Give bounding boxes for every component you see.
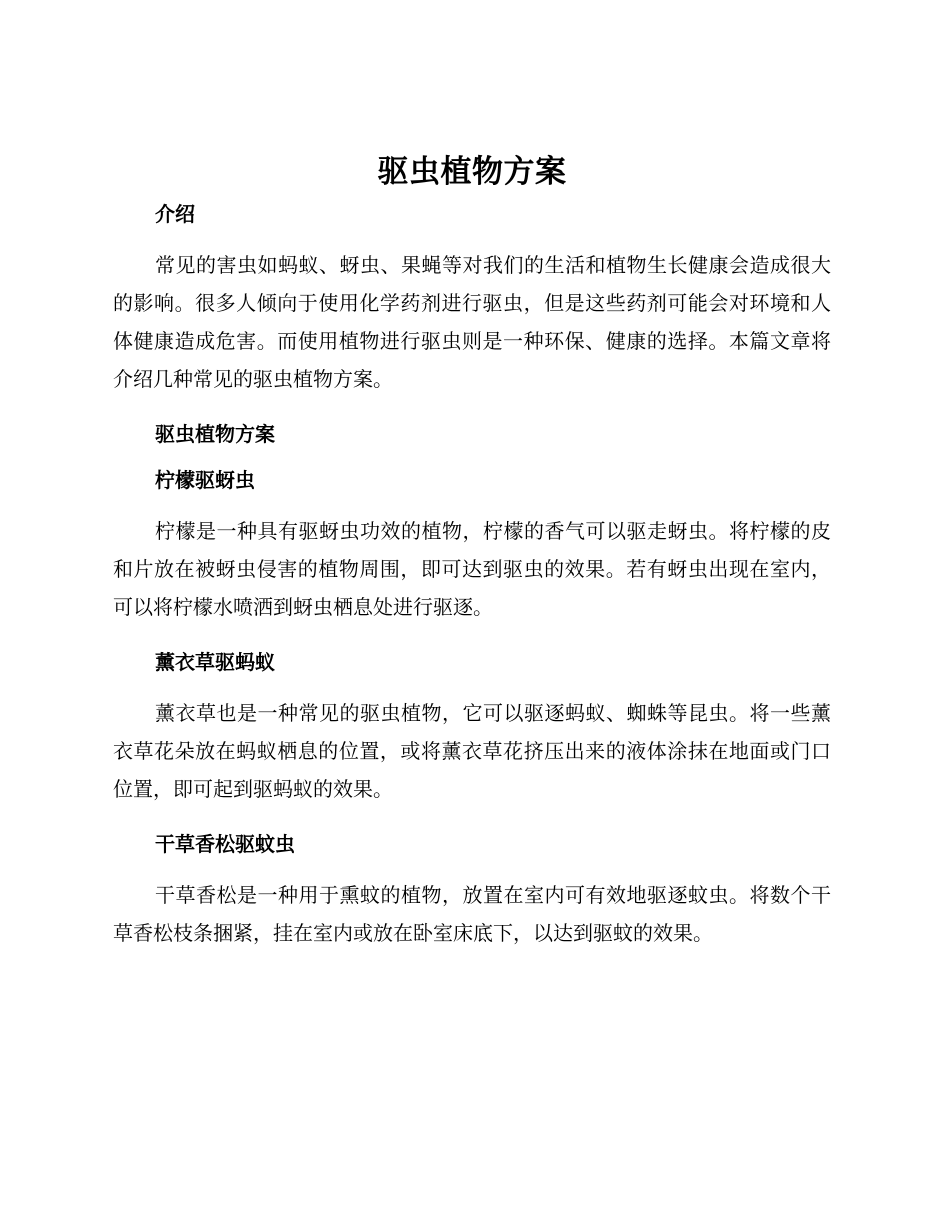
document-title: 驱虫植物方案 <box>377 154 567 190</box>
section-heading-plans: 驱虫植物方案 <box>155 422 275 446</box>
section-heading-intro: 介绍 <box>155 202 195 226</box>
section-paragraph-lemon: 柠檬是一种具有驱蚜虫功效的植物，柠檬的香气可以驱走蚜虫。将柠檬的皮和片放在被蚜虫侵害的植物周围，即可达到驱虫的效果。若有蚜虫出现在室内，可以将柠檬水喷洒到蚜虫栖息处进行驱逐。 <box>113 519 831 619</box>
section-heading-lemon: 柠檬驱蚜虫 <box>155 468 255 492</box>
section-heading-pine: 干草香松驱蚊虫 <box>155 832 295 856</box>
section-paragraph-pine: 干草香松是一种用于熏蚊的植物，放置在室内可有效地驱逐蚊虫。将数个干草香松枝条捆紧，挂在室内或放在卧室床底下，以达到驱蚊的效果。 <box>113 883 831 945</box>
document-page <box>113 150 831 952</box>
section-paragraph-intro: 常见的害虫如蚂蚁、蚜虫、果蝇等对我们的生活和植物生长健康会造成很大的影响。很多人倾向于使用化学药剂进行驱虫，但是这些药剂可能会对环境和人体健康造成危害。而使用植物进行驱虫则是一种环保、健康的选择。本篇文章将介绍几种常见的驱虫植物方案。 <box>113 253 831 391</box>
section-heading-lavender: 薰衣草驱蚂蚁 <box>155 650 275 674</box>
section-paragraph-lavender: 薰衣草也是一种常见的驱虫植物，它可以驱逐蚂蚁、蜘蛛等昆虫。将一些薰衣草花朵放在蚂蚁栖息的位置，或将薰衣草花挤压出来的液体涂抹在地面或门口位置，即可起到驱蚂蚁的效果。 <box>113 701 831 801</box>
